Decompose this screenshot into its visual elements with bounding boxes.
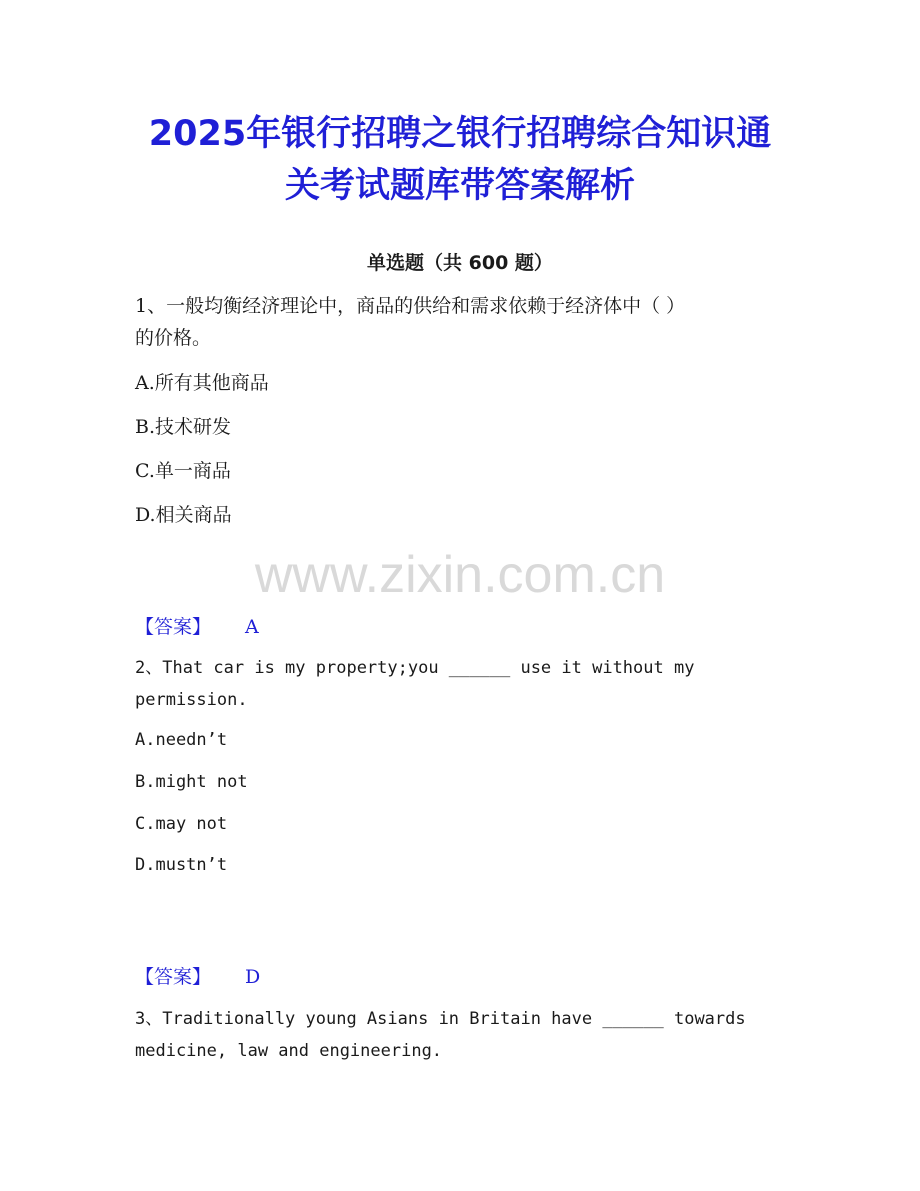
question-1-stem-line-1: 1、一般均衡经济理论中，商品的供给和需求依赖于经济体中（ ） — [135, 295, 686, 317]
watermark: www.zixin.com.cn — [254, 546, 666, 604]
section-heading: 单选题（共 600 题） — [367, 252, 553, 274]
answer-value: A — [245, 616, 259, 638]
question-2-stem-line-2: permission. — [135, 690, 248, 710]
question-2-option-a: A.needn’t — [135, 730, 228, 750]
question-2-option-d: D.mustn’t — [135, 855, 228, 875]
question-3-stem-line-2: medicine, law and engineering. — [135, 1041, 443, 1061]
question-3-stem-line-1: 3、Traditionally young Asians in Britain have ______ towards — [135, 1009, 746, 1029]
question-2-option-c: C.may not — [135, 814, 228, 834]
question-2-stem — [135, 652, 775, 716]
answer-label: 【答案】 — [135, 966, 212, 988]
question-1-option-d: D.相关商品 — [135, 504, 232, 526]
document-title — [0, 108, 920, 212]
question-3-stem — [135, 1003, 775, 1067]
question-2-answer — [135, 962, 260, 989]
question-2-stem-line-1: 2、That car is my property;you ______ use it without my — [135, 658, 695, 678]
title-line-2: 关考试题库带答案解析 — [284, 166, 635, 206]
question-1-option-c: C.单一商品 — [135, 460, 231, 482]
answer-label: 【答案】 — [135, 616, 212, 638]
question-1-answer — [135, 612, 259, 639]
question-1-stem-line-2: 的价格。 — [135, 327, 212, 349]
question-1-option-a: A.所有其他商品 — [135, 372, 269, 394]
question-1-option-b: B.技术研发 — [135, 416, 232, 438]
title-line-1: 2025年银行招聘之银行招聘综合知识通 — [148, 114, 772, 154]
question-2-option-b: B.might not — [135, 772, 248, 792]
answer-value: D — [245, 966, 261, 988]
question-1-stem — [135, 290, 775, 354]
